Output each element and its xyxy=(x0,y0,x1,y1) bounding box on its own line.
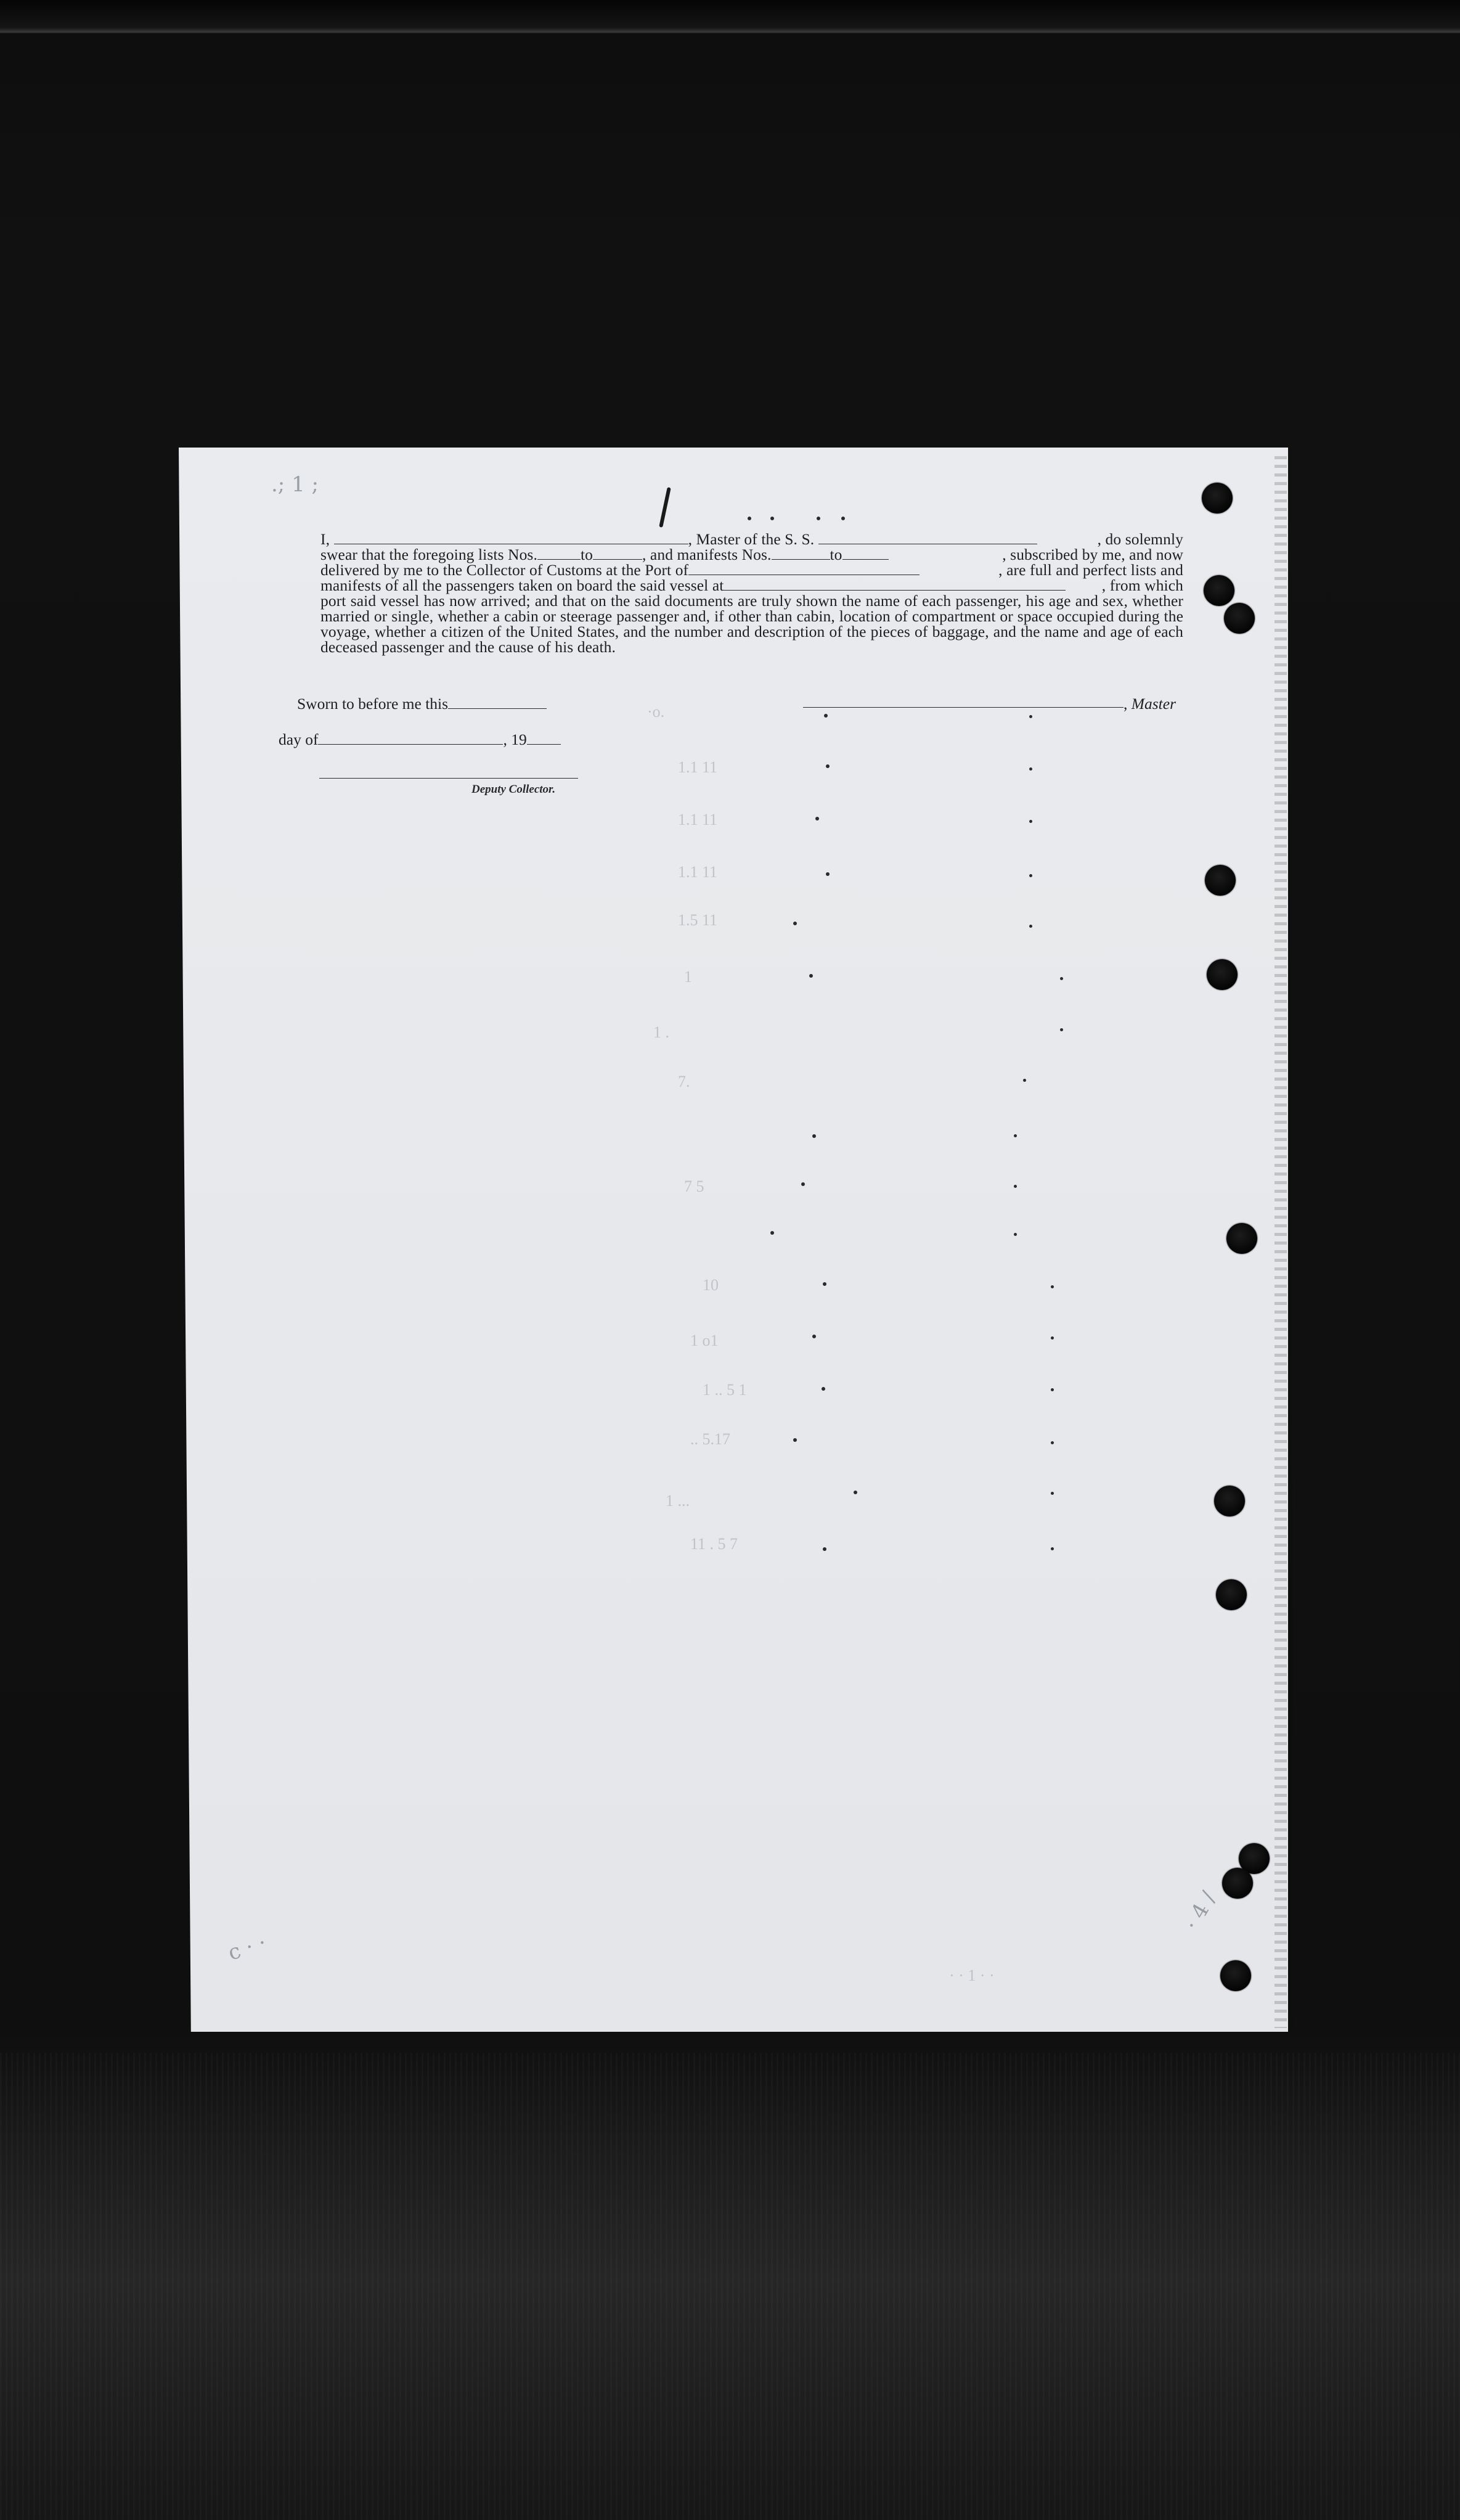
ink-speck xyxy=(801,1182,805,1186)
ink-speck xyxy=(809,974,813,978)
scan-noise-band xyxy=(0,2053,1460,2520)
oath-to-2: to xyxy=(830,546,842,563)
oath-to-1: to xyxy=(580,546,593,563)
punch-hole xyxy=(1224,603,1255,634)
faint-pencil-note: .; 1 ; xyxy=(271,472,319,497)
vessel-name-blank xyxy=(818,533,1037,544)
sworn-text: Sworn to before me this xyxy=(297,695,449,713)
ink-speck xyxy=(1029,767,1032,771)
ink-speck xyxy=(1029,820,1032,823)
faint-pencil-note: · 4 / xyxy=(1180,1887,1221,1935)
ink-speck xyxy=(1060,977,1063,980)
bleed-through-mark: · · 1 · · xyxy=(949,1966,995,1984)
ink-speck xyxy=(823,1547,826,1551)
punch-hole xyxy=(1204,575,1234,606)
day-of-line xyxy=(279,730,561,749)
month-blank xyxy=(318,733,503,745)
ink-speck xyxy=(817,517,820,520)
ink-speck xyxy=(826,764,830,768)
bleed-through-mark: 1 xyxy=(684,968,692,986)
bleed-through-mark: 1.5 11 xyxy=(678,911,718,929)
ink-speck xyxy=(1029,715,1032,718)
year-blank xyxy=(527,733,561,745)
bleed-through-mark: 1 .. 5 1 xyxy=(703,1381,747,1399)
ink-speck xyxy=(1051,1547,1054,1550)
ink-speck xyxy=(815,817,819,820)
bleed-through-mark: 1.1 11 xyxy=(678,811,718,828)
oath-pronoun: I, xyxy=(320,530,330,548)
day-of-text: day of xyxy=(279,730,319,748)
bleed-through-mark: 1 o1 xyxy=(690,1332,719,1349)
oath-line-1 xyxy=(320,531,1183,547)
master-signature-line xyxy=(803,707,1124,708)
oath-subscribed: , subscribed by me, and now xyxy=(1002,546,1183,563)
ink-speck xyxy=(1051,1441,1054,1444)
deputy-collector-label: Deputy Collector. xyxy=(471,783,556,796)
ink-speck xyxy=(1014,1185,1017,1188)
ink-speck xyxy=(1060,1028,1063,1031)
oath-swear-lists: swear that the foregoing lists Nos. xyxy=(320,546,537,563)
master-label xyxy=(1124,695,1176,713)
oath-body: port said vessel has now arrived; and that on the said documents are truly shown the name of each passenger, his age and sex, whether married or single, whether a cabin or steerage passenger and, if other than cabin, location of compartment or space occupied during the voyage, whether a citizen of the United States, and the number and description of the pieces of baggage, and the name and age of each deceased passenger and the cause of his death. xyxy=(320,592,1183,656)
ink-speck xyxy=(770,1231,774,1235)
ink-speck xyxy=(1029,925,1032,928)
punch-hole xyxy=(1205,865,1236,896)
deputy-signature-line xyxy=(319,778,578,779)
bleed-through-mark: 1 . xyxy=(653,1023,669,1041)
ink-speck xyxy=(1051,1336,1054,1340)
ink-speck xyxy=(1051,1285,1054,1288)
oath-do-solemnly: , do solemnly xyxy=(1097,530,1183,548)
punch-hole xyxy=(1216,1579,1247,1610)
year-prefix-text: , 19 xyxy=(503,730,527,748)
oath-full-perfect: , are full and perfect lists and xyxy=(998,561,1183,579)
ink-speck xyxy=(841,517,845,520)
bleed-through-mark: 7. xyxy=(678,1073,690,1090)
punch-hole xyxy=(1226,1223,1257,1254)
ink-speck xyxy=(793,922,797,925)
oath-and-manifests: , and manifests Nos. xyxy=(642,546,772,563)
ink-speck xyxy=(793,1438,797,1442)
departure-port-blank xyxy=(724,579,1066,591)
manifests-to-blank xyxy=(842,548,889,560)
master-label-text: Master xyxy=(1131,695,1176,713)
ink-speck xyxy=(1014,1233,1017,1236)
ink-speck xyxy=(1014,1134,1017,1137)
bleed-through-mark: .. 5.17 xyxy=(690,1430,730,1448)
bleed-through-mark: ·o. xyxy=(647,703,665,721)
ink-speck xyxy=(826,872,830,876)
ink-speck xyxy=(1051,1492,1054,1495)
lists-to-blank xyxy=(593,548,642,560)
oath-line-4 xyxy=(320,578,1183,593)
oath-delivered: delivered by me to the Collector of Customs at the Port of xyxy=(320,561,689,579)
ink-speck xyxy=(748,517,751,520)
punch-hole xyxy=(1222,1868,1253,1899)
ink-speck xyxy=(812,1335,816,1338)
punch-hole xyxy=(1214,1486,1245,1516)
bleed-through-mark: 7 5 xyxy=(684,1177,704,1195)
ink-speck xyxy=(1029,874,1032,877)
page-edge-shadow xyxy=(1274,456,1287,2028)
master-name-blank xyxy=(334,533,688,544)
master-suffix: , xyxy=(1124,695,1132,713)
ink-speck xyxy=(1051,1388,1054,1391)
bleed-through-mark: 11 . 5 7 xyxy=(690,1535,738,1553)
oath-manifests-all: manifests of all the passengers taken on board the said vessel at xyxy=(320,576,724,594)
scanner-top-edge xyxy=(0,0,1460,33)
oath-from-which: , from which xyxy=(1101,576,1183,594)
oath-master-of: , Master of the S. S. xyxy=(688,530,815,548)
ink-speck xyxy=(823,1282,826,1286)
punch-hole xyxy=(1207,959,1238,990)
ink-speck xyxy=(1023,1079,1026,1082)
sworn-line xyxy=(297,695,547,713)
bleed-through-mark: 1.1 11 xyxy=(678,758,718,776)
ink-speck xyxy=(770,517,774,520)
port-blank xyxy=(688,563,920,575)
bleed-through-mark: 1.1 11 xyxy=(678,863,718,881)
sworn-day-blank xyxy=(448,697,547,709)
punch-hole xyxy=(1220,1960,1251,1991)
bleed-through-mark: 1 ... xyxy=(666,1492,690,1510)
bleed-through-mark: 10 xyxy=(703,1276,719,1294)
lists-from-blank xyxy=(537,548,581,560)
oath-paragraph xyxy=(320,531,1183,655)
oath-line-2 xyxy=(320,547,1183,562)
ink-speck xyxy=(824,714,828,718)
oath-line-3 xyxy=(320,562,1183,578)
ink-speck xyxy=(854,1491,857,1494)
manifest-page xyxy=(179,448,1288,2032)
ink-speck xyxy=(812,1134,816,1138)
ink-speck xyxy=(822,1387,825,1391)
manifests-from-blank xyxy=(772,548,830,560)
faint-pencil-note: c · · xyxy=(225,1930,269,1966)
punch-hole xyxy=(1202,483,1233,513)
